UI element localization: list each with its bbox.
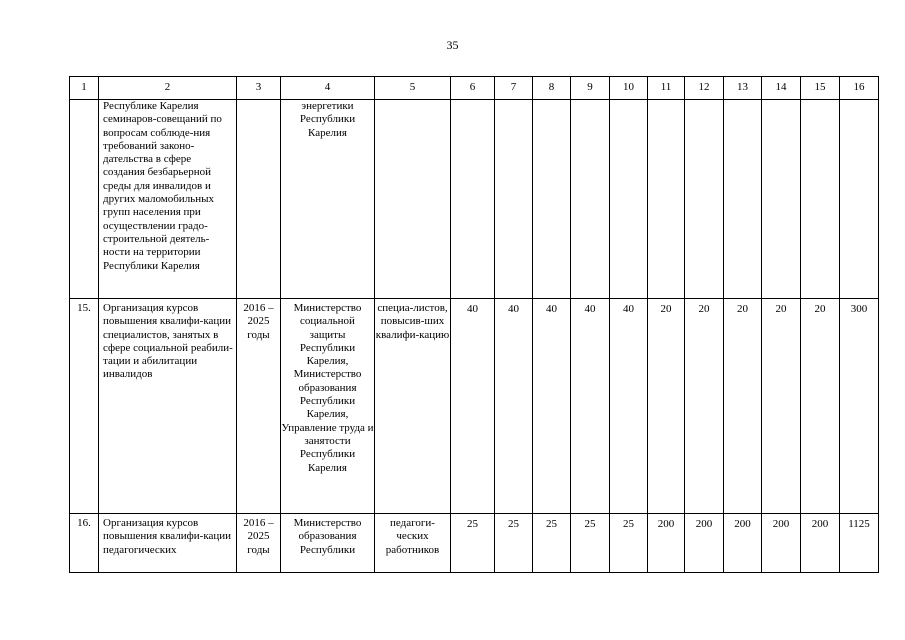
value-cell	[648, 100, 685, 299]
value-cell: 200	[762, 514, 801, 573]
value-cell: 200	[724, 514, 762, 573]
value-cell: 20	[648, 299, 685, 514]
value-cell	[533, 100, 571, 299]
executor-cell: энергетики Республики Карелия	[281, 100, 375, 299]
table-row	[70, 299, 879, 514]
column-header: 1	[70, 77, 99, 100]
value-cell: 40	[610, 299, 648, 514]
row-number: 15.	[70, 299, 99, 514]
value-cell: 20	[724, 299, 762, 514]
activity-cell: Республике Карелия семинаров-совещаний по вопросам соблюде-ния требований законо-дательства в сфере создания безбарьерной среды для инвалидов и других маломобильных групп населения при осуществлении градо-строительной деятель-ности на территории Республики Карелия	[99, 100, 237, 299]
value-cell: 40	[571, 299, 610, 514]
period-cell: 2016 – 2025 годы	[237, 299, 281, 514]
column-header: 10	[610, 77, 648, 100]
value-cell: 40	[451, 299, 495, 514]
value-cell: 200	[685, 514, 724, 573]
column-header: 9	[571, 77, 610, 100]
value-cell	[685, 100, 724, 299]
value-cell: 20	[685, 299, 724, 514]
column-header: 6	[451, 77, 495, 100]
target-cell	[375, 100, 451, 299]
value-cell: 20	[762, 299, 801, 514]
program-table	[69, 76, 879, 573]
total-cell: 300	[840, 299, 879, 514]
target-cell: педагоги-ческих работников	[375, 514, 451, 573]
value-cell	[495, 100, 533, 299]
column-header: 3	[237, 77, 281, 100]
value-cell	[571, 100, 610, 299]
column-header: 5	[375, 77, 451, 100]
target-cell: специа-листов, повысив-ших квалифи-кацию	[375, 299, 451, 514]
column-header: 15	[801, 77, 840, 100]
total-cell: 1125	[840, 514, 879, 573]
column-header: 2	[99, 77, 237, 100]
row-number	[70, 100, 99, 299]
value-cell: 200	[801, 514, 840, 573]
executor-cell: Министерство социальной защиты Республики Карелия, Министерство образования Республики Карелия, Управление труда и занятости Республики Карелия	[281, 299, 375, 514]
column-header: 13	[724, 77, 762, 100]
executor-cell: Министерство образования Республики	[281, 514, 375, 573]
value-cell	[762, 100, 801, 299]
table-row	[70, 100, 879, 299]
value-cell	[610, 100, 648, 299]
column-header: 14	[762, 77, 801, 100]
column-header: 8	[533, 77, 571, 100]
row-number: 16.	[70, 514, 99, 573]
value-cell	[724, 100, 762, 299]
page-number: 35	[446, 38, 459, 52]
column-header: 7	[495, 77, 533, 100]
value-cell	[801, 100, 840, 299]
table-row	[70, 514, 879, 573]
activity-cell: Организация курсов повышения квалифи-кации специалистов, занятых в сфере социальной реабили-тации и абилитации инвалидов	[99, 299, 237, 514]
value-cell: 200	[648, 514, 685, 573]
value-cell: 25	[533, 514, 571, 573]
value-cell: 40	[495, 299, 533, 514]
column-header: 11	[648, 77, 685, 100]
value-cell	[451, 100, 495, 299]
column-header: 4	[281, 77, 375, 100]
value-cell: 25	[495, 514, 533, 573]
value-cell: 25	[451, 514, 495, 573]
column-header: 12	[685, 77, 724, 100]
value-cell: 20	[801, 299, 840, 514]
value-cell: 25	[571, 514, 610, 573]
period-cell	[237, 100, 281, 299]
value-cell: 40	[533, 299, 571, 514]
column-number-row	[70, 77, 879, 100]
column-header: 16	[840, 77, 879, 100]
activity-cell: Организация курсов повышения квалифи-кации педагогических	[99, 514, 237, 573]
period-cell: 2016 – 2025 годы	[237, 514, 281, 573]
total-cell	[840, 100, 879, 299]
value-cell: 25	[610, 514, 648, 573]
